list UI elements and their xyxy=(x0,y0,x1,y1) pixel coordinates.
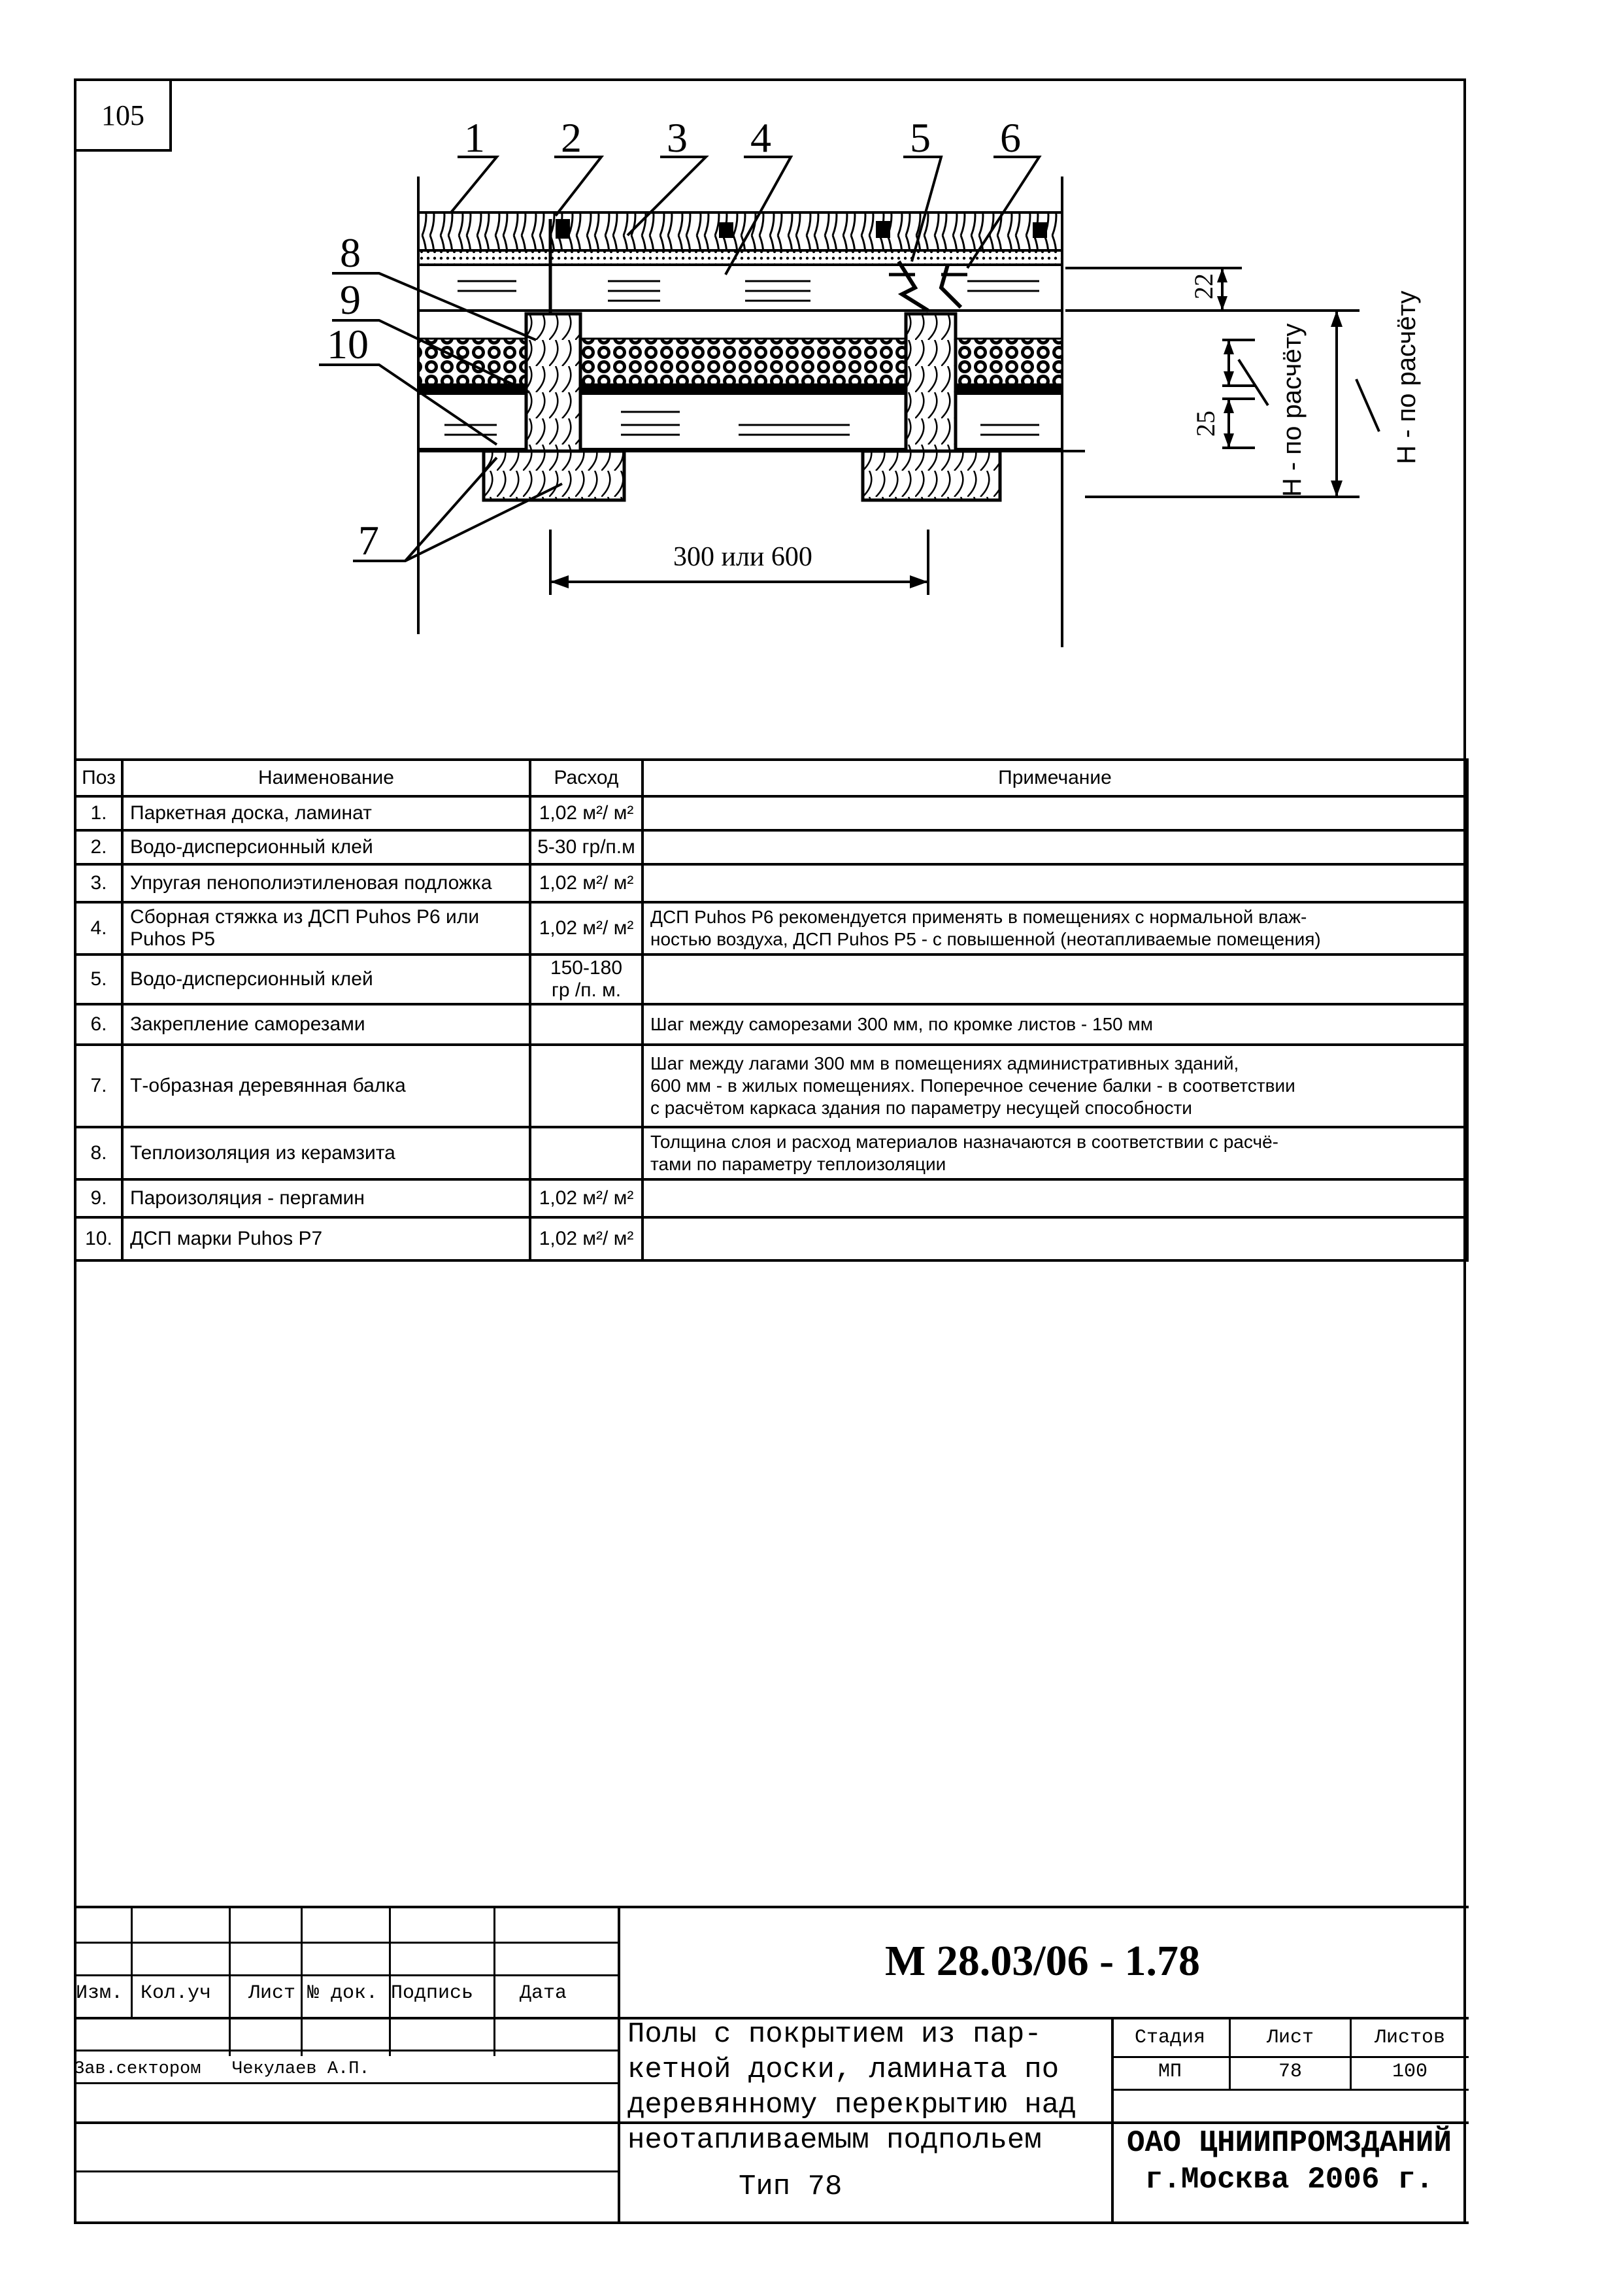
callout-6: 6 xyxy=(1000,114,1021,161)
spec-row xyxy=(75,1179,1467,1217)
row-pos: 10. xyxy=(85,1228,112,1249)
sheet-value: 78 xyxy=(1278,2061,1302,2083)
row-name: Пароизоляция - пергамин xyxy=(130,1187,365,1209)
row-name: Паркетная доска, ламинат xyxy=(130,802,372,824)
org-name: ОАО ЦНИИПРОМЗДАНИЙ xyxy=(1127,2126,1452,2160)
col-izm: Изм. xyxy=(76,1982,124,2004)
sheets-label: Листов xyxy=(1374,2027,1446,2049)
callout-9: 9 xyxy=(340,277,361,323)
spec-row xyxy=(75,1004,1467,1045)
row-rate: 1,02 м²/ м² xyxy=(539,1187,634,1209)
sheet-label: Лист xyxy=(1266,2027,1314,2049)
row-name: Т-образная деревянная балка xyxy=(130,1075,406,1096)
row-rate: 5-30 гр/п.м xyxy=(537,836,635,858)
spec-row xyxy=(75,1045,1467,1127)
row-pos: 9. xyxy=(90,1187,107,1209)
stage-label: Стадия xyxy=(1134,2027,1206,2049)
row-rate: 1,02 м²/ м² xyxy=(539,917,634,939)
callout-10: 10 xyxy=(327,321,369,367)
callout-1: 1 xyxy=(464,114,485,161)
organization xyxy=(1111,2125,1467,2198)
col-ndok: № док. xyxy=(307,1982,378,2004)
col-podpis: Подпись xyxy=(391,1982,474,2004)
callout-4: 4 xyxy=(750,114,771,161)
row-note: Шаг между лагами 300 мм в помещениях административных зданий, 600 мм - в жилых помещениях. Поперечное сечение балки - в соответствии с расчётом каркаса здания по параметру несущей способности xyxy=(650,1053,1295,1118)
row-name: Сборная стяжка из ДСП Puhos P6 или Puhos P5 xyxy=(130,906,480,950)
callout-2: 2 xyxy=(561,114,582,161)
row-pos: 3. xyxy=(90,872,107,894)
clay-insulation xyxy=(580,339,906,384)
dim-h-outer: Н - по расчёту xyxy=(1392,290,1421,464)
t-beam-right xyxy=(906,314,956,451)
header-pos: Поз xyxy=(75,760,122,796)
callout-8: 8 xyxy=(340,229,361,276)
org-city-year: г.Москва 2006 г. xyxy=(1144,2163,1434,2197)
header-name: Наименование xyxy=(122,760,530,796)
parquet-layer xyxy=(418,212,1062,250)
sheet-number: 105 xyxy=(74,78,172,152)
row-rate: 1,02 м²/ м² xyxy=(539,1228,634,1249)
row-name: Теплоизоляция из керамзита xyxy=(130,1142,395,1164)
row-pos: 1. xyxy=(90,802,107,824)
floor-section-drawing xyxy=(0,0,1602,758)
col-data: Дата xyxy=(520,1982,567,2004)
row-rate: 150-180 гр /п. м. xyxy=(550,957,623,1001)
spec-row xyxy=(75,796,1467,830)
spec-row xyxy=(75,830,1467,864)
row-name: Водо-дисперсионный клей xyxy=(130,968,373,990)
sheets-value: 100 xyxy=(1392,2061,1427,2083)
row-pos: 6. xyxy=(90,1013,107,1035)
row-pos: 7. xyxy=(90,1075,107,1096)
callout-3: 3 xyxy=(667,114,688,161)
specification-table xyxy=(74,758,1469,1262)
dim-h-inner: Н - по расчёту xyxy=(1278,323,1307,497)
row-note: Толщина слоя и расход материалов назначаются в соответствии с расчё- тами по параметру теплоизоляции xyxy=(650,1132,1279,1174)
row-name: Упругая пенополиэтиленовая подложка xyxy=(130,872,492,894)
row-name: Закрепление саморезами xyxy=(130,1013,365,1035)
row-pos: 8. xyxy=(90,1142,107,1164)
stage-value: МП xyxy=(1158,2061,1182,2083)
header-rate: Расход xyxy=(530,760,642,796)
document-type: Тип 78 xyxy=(739,2170,843,2203)
col-list: Лист xyxy=(248,1982,296,2004)
col-kolch: Кол.уч xyxy=(141,1982,212,2004)
row-name: Водо-дисперсионный клей xyxy=(130,836,373,858)
underlay-layer xyxy=(418,250,1062,265)
row-pos: 5. xyxy=(90,968,107,990)
role: Зав.сектором xyxy=(74,2059,201,2079)
document-code: М 28.03/06 - 1.78 xyxy=(884,1937,1201,1985)
person: Чекулаев А.П. xyxy=(232,2059,370,2079)
row-name: ДСП марки Puhos P7 xyxy=(130,1228,323,1249)
particle-board-p7 xyxy=(580,394,906,449)
spec-row xyxy=(75,1217,1467,1260)
row-note: ДСП Puhos P6 рекомендуется применять в помещениях с нормальной влаж- ностью воздуха, ДСП Puhos P5 - с повышенной (неотапливаемые помещения) xyxy=(650,907,1321,949)
dim-span-label: 300 или 600 xyxy=(673,542,812,572)
row-note: Шаг между саморезами 300 мм, по кромке листов - 150 мм xyxy=(650,1014,1154,1034)
row-rate: 1,02 м²/ м² xyxy=(539,872,634,894)
spec-row xyxy=(75,954,1467,1004)
header-note: Примечание xyxy=(642,760,1467,796)
row-pos: 4. xyxy=(90,917,107,939)
row-pos: 2. xyxy=(90,836,107,858)
t-beam-left xyxy=(526,314,580,451)
dim-22: 22 xyxy=(1189,273,1218,299)
spec-row xyxy=(75,1127,1467,1179)
row-rate: 1,02 м²/ м² xyxy=(539,802,634,824)
spec-row xyxy=(75,902,1467,954)
dim-25: 25 xyxy=(1191,411,1220,437)
callout-7: 7 xyxy=(358,517,379,564)
document-title: Полы с покрытием из пар- кетной доски, ламината по деревянному перекрытию над неотапливаемым подпольем xyxy=(627,2018,1076,2157)
callout-5: 5 xyxy=(910,114,931,161)
screed-layer xyxy=(418,265,1062,311)
spec-row xyxy=(75,864,1467,902)
